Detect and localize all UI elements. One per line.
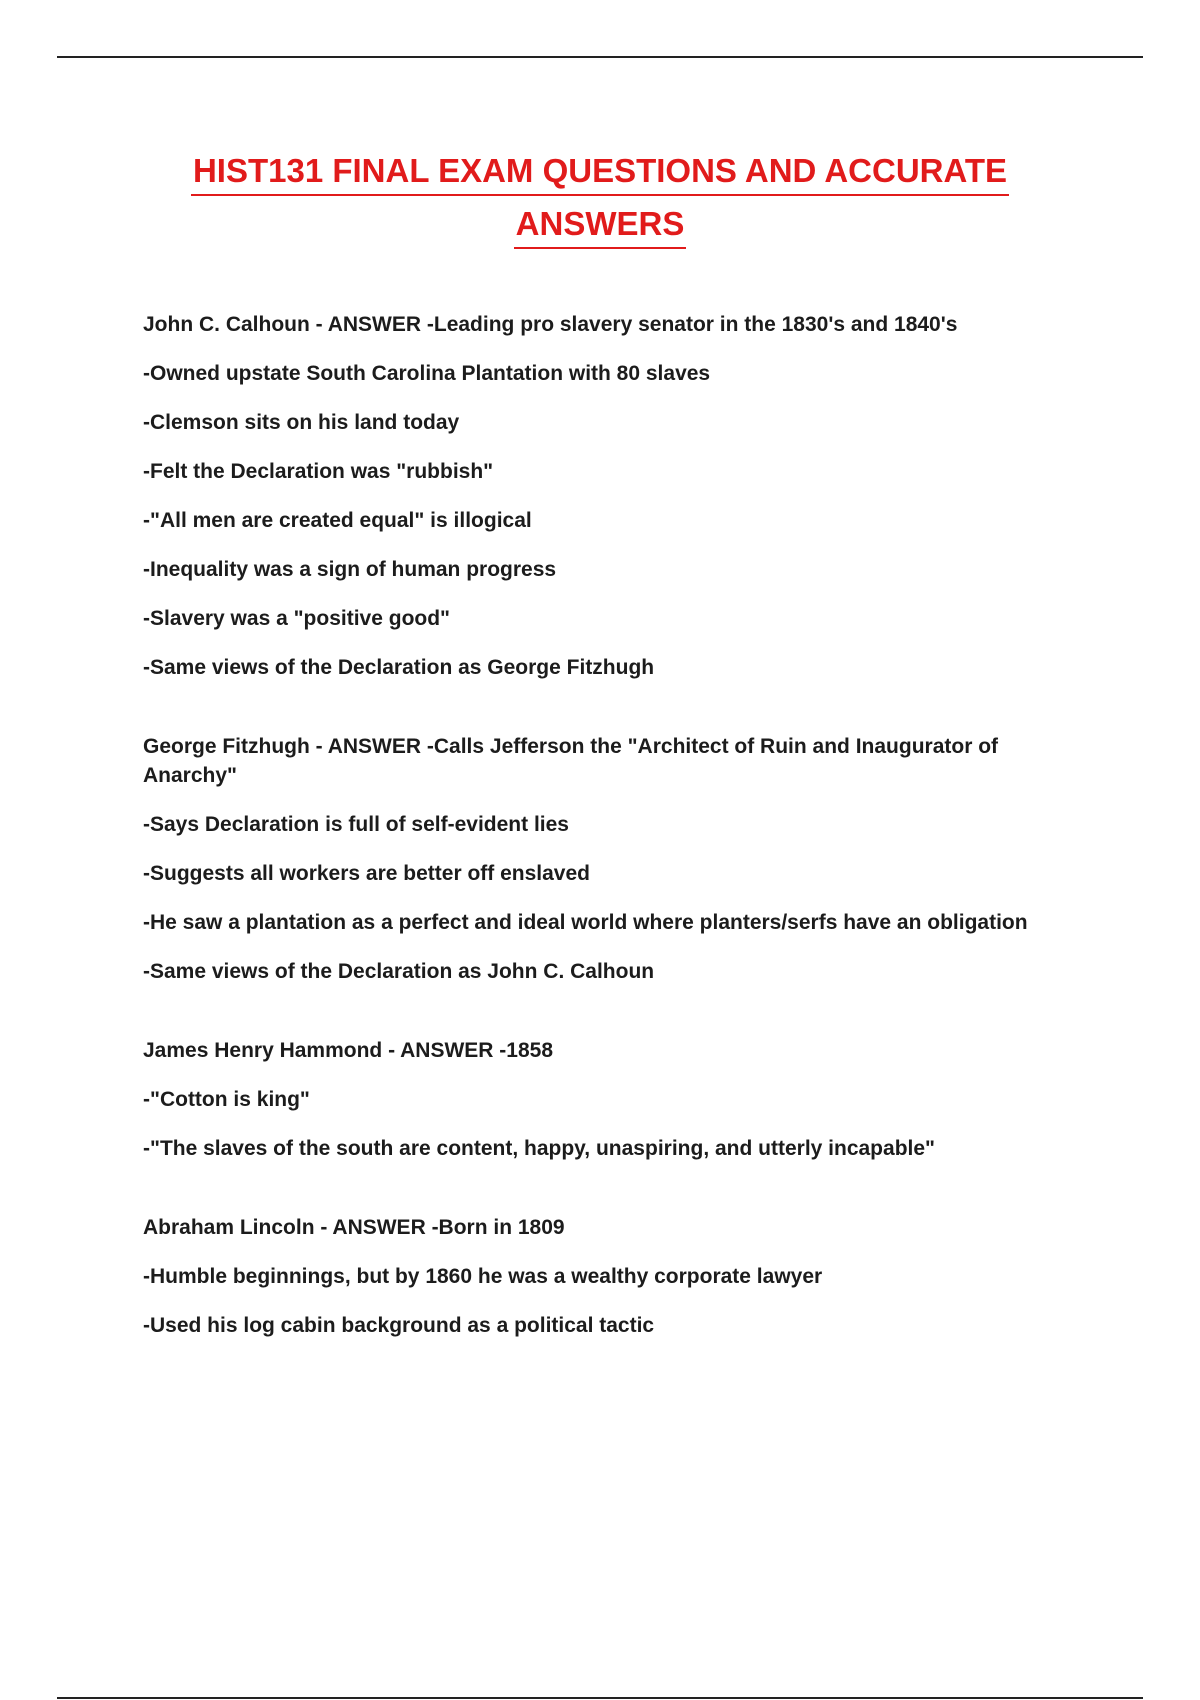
qa-line: -He saw a plantation as a perfect and ideal world where planters/serfs have an obligation: [143, 911, 1028, 934]
qa-line: -Slavery was a "positive good": [143, 607, 451, 630]
qa-line: -Felt the Declaration was "rubbish": [143, 460, 494, 483]
document-title: [0, 144, 1200, 250]
title-line-2: ANSWERS: [514, 201, 687, 249]
qa-line: -Clemson sits on his land today: [143, 411, 460, 434]
qa-line: -Inequality was a sign of human progress: [143, 558, 557, 581]
qa-line: -Used his log cabin background as a political tactic: [143, 1314, 655, 1337]
qa-entry-calhoun: [143, 310, 1073, 682]
footer-rule: [57, 1697, 1143, 1699]
qa-entry-hammond: [143, 1036, 1073, 1163]
qa-line: Abraham Lincoln - ANSWER -Born in 1809: [143, 1216, 565, 1239]
qa-line: John C. Calhoun - ANSWER -Leading pro slavery senator in the 1830's and 1840's: [143, 313, 958, 336]
qa-line: -Owned upstate South Carolina Plantation with 80 slaves: [143, 362, 711, 385]
title-line-1: HIST131 FINAL EXAM QUESTIONS AND ACCURATE: [191, 148, 1009, 196]
header-rule: [57, 56, 1143, 58]
qa-line: -Same views of the Declaration as John C. Calhoun: [143, 960, 655, 983]
qa-line: -Humble beginnings, but by 1860 he was a wealthy corporate lawyer: [143, 1265, 823, 1288]
qa-entry-lincoln: [143, 1213, 1073, 1340]
qa-line: -Suggests all workers are better off enslaved: [143, 862, 590, 885]
qa-line: -"Cotton is king": [143, 1088, 310, 1111]
qa-line: George Fitzhugh - ANSWER -Calls Jefferson the "Architect of Ruin and Inaugurator of Anarchy": [143, 735, 999, 787]
qa-content: [143, 310, 1073, 1390]
qa-line: James Henry Hammond - ANSWER -1858: [143, 1039, 554, 1062]
qa-line: -Same views of the Declaration as George Fitzhugh: [143, 656, 655, 679]
qa-entry-fitzhugh: [143, 732, 1073, 986]
qa-line: -"All men are created equal" is illogical: [143, 509, 532, 532]
qa-line: -"The slaves of the south are content, happy, unaspiring, and utterly incapable": [143, 1137, 935, 1160]
qa-line: -Says Declaration is full of self-evident lies: [143, 813, 569, 836]
